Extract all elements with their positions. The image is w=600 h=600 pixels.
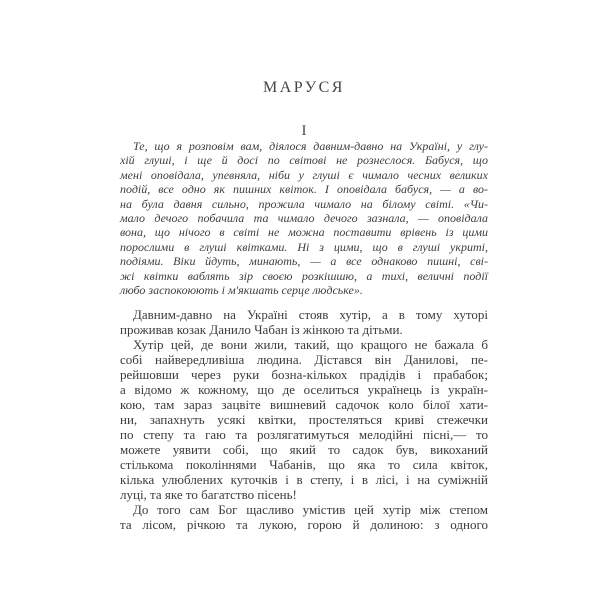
text-line: стількома поколіннями Чабанів, що яка то сила квіток,	[120, 457, 488, 473]
text-line: жі квітки ваблять зір своєю розкішшю, а тихі, величні події	[120, 268, 488, 283]
text-line: на була давня сильно, прожила чимало на білому світі. «Чи-	[120, 196, 488, 211]
paragraph	[120, 337, 488, 502]
text-line: хій глуші, і ще й досі по світові не рознеслося. Бабуся, що	[120, 153, 488, 168]
text-line: можете уявити собі, що який то садок був, викоханий	[120, 442, 488, 458]
text-line: порослими в глуші квітками. Ні з цими, що в глуші укриті,	[120, 239, 488, 254]
text-line: проживав козак Данило Чабан із жінкою та дітьми.	[120, 322, 403, 338]
text-line: рейшовши через руки бозна-кількох прадідів і прабабок;	[120, 367, 488, 383]
chapter-number: I	[301, 123, 307, 139]
book-page	[120, 0, 488, 532]
text-line: До того сам Бог щасливо умістив цей хутір між степом	[133, 502, 488, 518]
text-line: подій, все одно як пишних квіток. І оповідала бабуся, — а во-	[120, 182, 488, 197]
text-line: собі найвередливіша людина. Дістався він Данилові, пе-	[120, 352, 488, 368]
paragraph	[120, 307, 488, 337]
text-line: луці, та яке то багатство пісень!	[120, 487, 297, 503]
text-line: по степу та гаю та розлягатимуться мелодійні пісні,— то	[120, 427, 488, 443]
epigraph-paragraph	[120, 139, 488, 297]
text-line: мені оповідала, упевняла, ніби у глуші є чимало чесних великих	[120, 167, 488, 182]
book-title: МАРУСЯ	[263, 79, 345, 96]
text-line: та лісом, річкою та лукою, горою й долиною: з одного	[120, 517, 488, 533]
text-line: Давним-давно на Україні стояв хутір, а в тому хуторі	[133, 307, 488, 323]
text-line: а відомо ж кожному, що де оселиться українець із україн-	[120, 382, 488, 398]
body-text	[120, 307, 488, 532]
text-line: вона, що нічого в світі не можна поставити врівень із цими	[120, 225, 488, 240]
text-line: Те, що я розповім вам, діялося давним-давно на Україні, у глу-	[133, 139, 488, 153]
paragraph	[120, 502, 488, 532]
text-line: мало дечого побачила та чимало дечого зазнала, — оповідала	[120, 211, 488, 226]
text-line: ни, запахнуть усякі квітки, простеляться криві стежечки	[120, 412, 488, 428]
text-line: любо заспокоюють і м'якшать серце людське».	[120, 283, 363, 298]
text-line: кою, там зараз зацвіте вишневий садочок коло білої хати-	[120, 397, 488, 413]
text-line: подіями. Віки йдуть, минають, — а все однаково пишні, сві-	[120, 254, 488, 269]
text-line: Хутір цей, де вони жили, такий, що кращого не бажала б	[133, 337, 488, 353]
text-line: кілька улюблених куточків і в степу, і в лісі, і на суміжній	[120, 472, 488, 488]
